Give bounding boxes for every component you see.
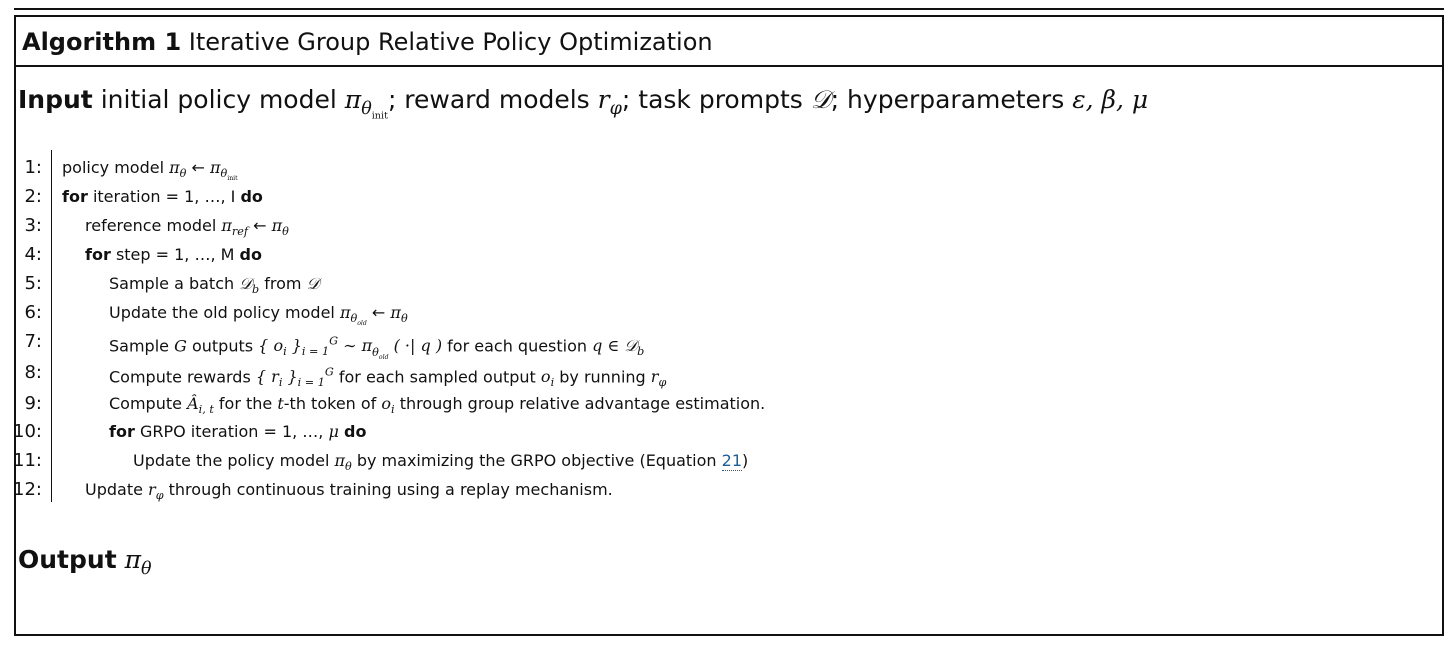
math-q-in-Db: q ∈ 𝒟$_b$ xyxy=(592,336,645,359)
step-1: 1: policy model $\pi_\theta$ ← $\pi_{\theta_{init}}$ xyxy=(0,153,1400,182)
math-t: t xyxy=(277,394,284,413)
math-D: 𝒟 xyxy=(306,274,320,293)
math-D: 𝒟 xyxy=(810,85,831,114)
line-number: 10: xyxy=(13,421,42,442)
keyword-do: do xyxy=(343,422,367,441)
line-number: 2: xyxy=(24,186,42,207)
step-6: 6: Update the old policy model $\pi_{\theta_{old}}$ ← $\pi_\theta$ xyxy=(0,298,1400,327)
math-pi-theta: $\pi_\theta$ xyxy=(334,451,352,474)
step-text: reference model xyxy=(85,216,217,235)
step-2 xyxy=(0,182,1400,211)
math-pi-theta: $\pi_\theta$ xyxy=(390,303,408,326)
line-number: 7: xyxy=(24,331,42,352)
step-12: 12: Update $r_\varphi$ through continuous training using a replay mechanism. xyxy=(0,475,1400,504)
input-text-hyper: ; hyperparameters xyxy=(830,85,1065,114)
top-rule xyxy=(14,8,1444,10)
input-line xyxy=(18,84,1148,133)
keyword-for: for xyxy=(62,187,88,206)
step-text: policy model xyxy=(62,158,165,177)
line-number: 3: xyxy=(24,215,42,236)
math-r-phi: $r_\varphi$ xyxy=(148,480,164,503)
line-number: 11: xyxy=(13,450,42,471)
line-number: 12: xyxy=(13,479,42,500)
math-pi-init: $\pi_{\theta_{init}}$ xyxy=(344,85,388,122)
step-11: 11: Update the policy model $\pi_\theta$ by maximizing the GRPO objective (Equation 21) xyxy=(0,446,1400,475)
keyword-for: for xyxy=(109,422,135,441)
math-output-pi-theta: $\pi_\theta$ xyxy=(124,545,152,579)
math-o-i: $o_i$ xyxy=(381,394,395,417)
step-4 xyxy=(0,240,1400,269)
math-r-phi: $r_\varphi$ xyxy=(650,367,667,390)
output-line xyxy=(18,544,152,585)
math-outputs-set: { $o_i$ }$_{i = 1}^G$ ∼ $\pi_{\theta_{old}}$ ( ·| q ) xyxy=(258,335,443,361)
math-G: G xyxy=(174,336,187,356)
math-r-phi: $r_\varphi$ xyxy=(597,85,622,119)
math-rewards-set: { $r_i$ }$_{i = 1}^G$ xyxy=(255,366,334,390)
line-number: 4: xyxy=(24,244,42,265)
line-number: 9: xyxy=(24,393,42,414)
algorithm-label: Algorithm 1 xyxy=(22,28,182,56)
keyword-for: for xyxy=(85,245,111,264)
step-3: 3: reference model $\pi_{ref}$ ← $\pi_\theta$ xyxy=(0,211,1400,240)
step-9: 9: Compute $Â_{i, t}$ for the t-th token of $o_i$ through group relative advantage estimation. xyxy=(0,389,1400,418)
step-8: 8: Compute rewards { $r_i$ }$_{i = 1}^G$ for each sampled output $o_i$ by running $r_\varphi$ xyxy=(0,358,1400,387)
math-pi-theta: $\pi_\theta$ xyxy=(169,158,187,181)
output-keyword: Output xyxy=(18,545,117,574)
step-text: step = 1, …, M xyxy=(115,245,235,264)
math-D-b: 𝒟$_b$ xyxy=(239,274,260,297)
header-rule xyxy=(14,65,1444,67)
step-10: 10: for GRPO iteration = 1, …, μ do xyxy=(0,417,1400,446)
input-text-policy: initial policy model xyxy=(100,85,337,114)
math-pi-old: $\pi_{\theta_{old}}$ xyxy=(339,303,367,328)
step-7: 7: Sample G outputs { $o_i$ }$_{i = 1}^G$ ∼ $\pi_{\theta_{old}}$ ( ·| q ) for each question q ∈ 𝒟$_b$ xyxy=(0,327,1400,356)
algorithm-title xyxy=(22,27,713,57)
line-number: 6: xyxy=(24,302,42,323)
input-keyword: Input xyxy=(18,85,93,114)
algorithm-name: Iterative Group Relative Policy Optimization xyxy=(188,28,713,56)
input-text-reward: ; reward models xyxy=(387,85,590,114)
math-mu: μ xyxy=(328,422,339,441)
math-advantage: $Â_{i, t}$ xyxy=(187,394,214,417)
keyword-do: do xyxy=(240,187,263,206)
line-number: 8: xyxy=(24,362,42,383)
math-pi-theta: $\pi_\theta$ xyxy=(271,216,289,239)
keyword-do: do xyxy=(239,245,262,264)
equation-link[interactable]: 21 xyxy=(721,451,743,470)
line-number: 1: xyxy=(24,157,42,178)
math-pi-theta-init: $\pi_{\theta_{init}}$ xyxy=(209,158,238,183)
step-5: 5: Sample a batch 𝒟$_b$ from 𝒟 xyxy=(0,269,1400,298)
step-text: iteration = 1, …, I xyxy=(92,187,236,206)
math-hyperparameters: ε, β, μ xyxy=(1072,85,1149,114)
math-pi-ref: $\pi_{ref}$ xyxy=(221,216,249,239)
input-text-prompts: ; task prompts xyxy=(621,85,803,114)
line-number: 5: xyxy=(24,273,42,294)
math-o-i: $o_i$ xyxy=(540,367,555,390)
